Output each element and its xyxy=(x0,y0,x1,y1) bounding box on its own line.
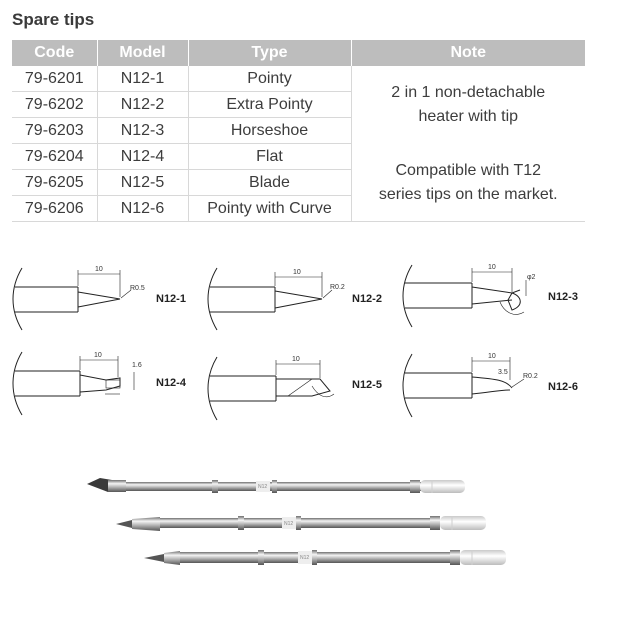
diagram-n12-1 xyxy=(13,266,186,330)
cell-type: Extra Pointy xyxy=(188,92,351,118)
cell-code: 79-6206 xyxy=(12,196,97,222)
cell-model: N12-5 xyxy=(97,170,188,196)
note-line: Compatible with T12 xyxy=(395,161,542,179)
dim-length: 10 xyxy=(94,352,102,359)
header-model: Model xyxy=(97,40,188,66)
cell-code: 79-6202 xyxy=(12,92,97,118)
cell-type: Blade xyxy=(188,170,351,196)
tips-photo xyxy=(87,478,506,565)
cell-code: 79-6203 xyxy=(12,118,97,144)
cell-model: N12-3 xyxy=(97,118,188,144)
tip-sticker: N12 xyxy=(284,521,294,527)
section-title: Spare tips xyxy=(12,10,95,29)
diagram-label: N12-6 xyxy=(548,381,578,393)
note-line: series tips on the market. xyxy=(378,185,558,203)
dim-length: 10 xyxy=(488,264,496,271)
cell-model: N12-6 xyxy=(97,196,188,222)
diagram-label: N12-4 xyxy=(156,377,186,389)
cell-code: 79-6204 xyxy=(12,144,97,170)
diagram-n12-6 xyxy=(403,353,578,417)
dim-bend: 3.5 xyxy=(498,369,508,376)
header-type: Type xyxy=(188,40,351,66)
diagram-label: N12-5 xyxy=(352,379,382,391)
header-code: Code xyxy=(12,40,97,66)
cell-code: 79-6201 xyxy=(12,66,97,92)
tip-sticker: N12 xyxy=(258,484,268,490)
cell-model: N12-2 xyxy=(97,92,188,118)
dim-length: 10 xyxy=(293,269,301,276)
dim-length: 10 xyxy=(95,266,103,273)
dim-radius: R0.2 xyxy=(523,373,538,380)
diagram-label: N12-2 xyxy=(352,293,382,305)
tip-sticker: N12 xyxy=(300,555,310,561)
diagram-n12-2 xyxy=(208,268,382,330)
cell-code: 79-6205 xyxy=(12,170,97,196)
cell-type: Flat xyxy=(188,144,351,170)
tip-photo-pointy xyxy=(116,516,486,531)
cell-model: N12-4 xyxy=(97,144,188,170)
diagram-label: N12-3 xyxy=(548,291,578,303)
dim-length: 10 xyxy=(292,356,300,363)
dim-thickness: 1.6 xyxy=(132,362,142,369)
cell-type: Pointy with Curve xyxy=(188,196,351,222)
diagram-n12-3 xyxy=(403,264,578,327)
dim-diameter: φ2 xyxy=(527,274,536,281)
diagram-n12-4 xyxy=(13,352,187,415)
cell-model: N12-1 xyxy=(97,66,188,92)
tip-photo-extra-pointy xyxy=(144,550,506,565)
tip-photo-blade xyxy=(87,478,465,493)
header-note: Note xyxy=(351,40,585,66)
cell-type: Horseshoe xyxy=(188,118,351,144)
diagram-n12-5 xyxy=(208,356,382,420)
diagram-label: N12-1 xyxy=(156,293,186,305)
dim-length: 10 xyxy=(488,353,496,360)
cell-type: Pointy xyxy=(188,66,351,92)
note-line: heater with tip xyxy=(418,107,519,125)
dim-radius: R0.2 xyxy=(330,284,345,291)
dim-radius: R0.5 xyxy=(130,285,145,292)
note-line: 2 in 1 non-detachable xyxy=(391,83,546,101)
